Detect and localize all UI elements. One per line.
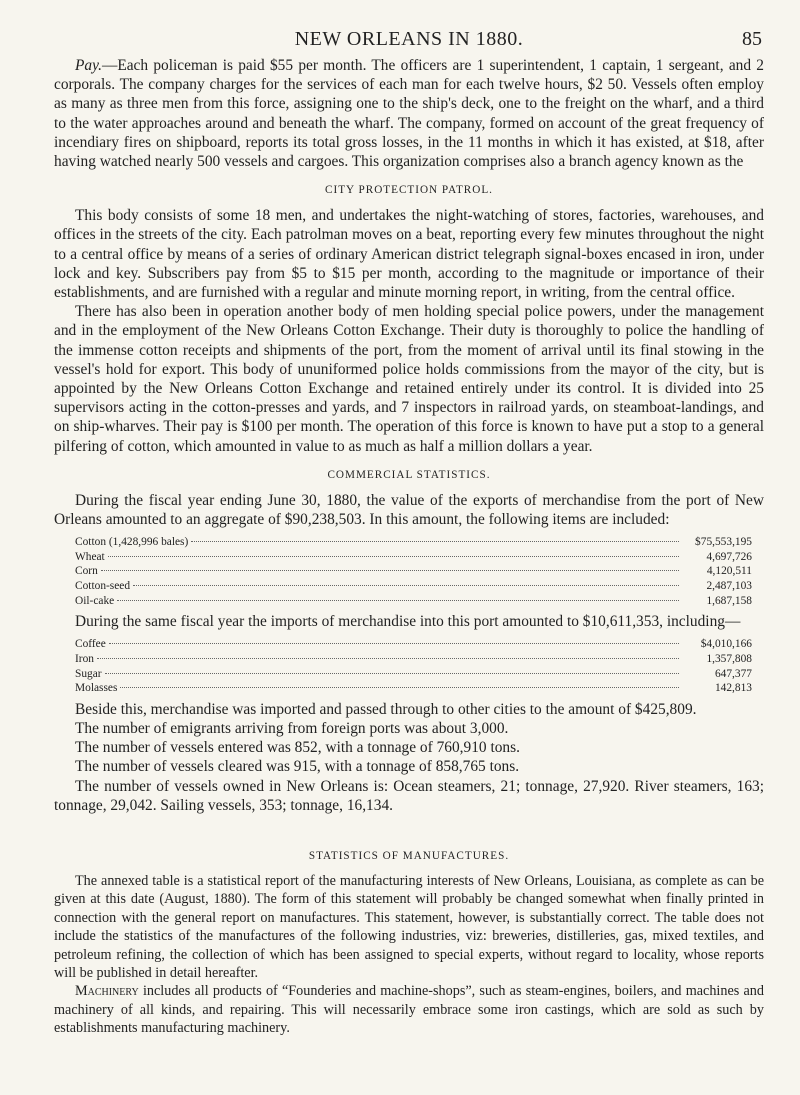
table-row: [75, 535, 752, 550]
city-patrol-paragraph-2: There has also been in operation another body of men holding special police powers, under the management and in the employment of the New Orleans Cotton Exchange. Their duty is thoroughly to police the handling of the immense cotton receipts and shipments of the port, from the moment of arrival until its final stowing in the vessel's hold for export. This body of ununiformed police holds commissions from the mayor of the city, but is appointed by the New Orleans Cotton Exchange and retained entirely under its control. It is divided into 25 supervisors acting in the cotton-presses and yards, and 7 inspectors in railroad yards, on steamboat-landings, and on ship-wharves. Their pay is $100 per month. The operation of this force is known to have put a stop to a general pilfering of cotton, which amounted in value to as much as half a million dollars a year.: [54, 303, 764, 455]
commercial-heading: COMMERCIAL STATISTICS.: [327, 468, 491, 481]
import-value: 142,813: [714, 682, 752, 695]
exports-table: [75, 535, 752, 608]
imports-intro: During the same fiscal year the imports of merchandise into this port amounted to $10,611,353, including—: [75, 613, 741, 631]
manufactures-paragraph-2: [54, 982, 764, 1037]
manufactures-paragraph-1: The annexed table is a statistical report of the manufacturing interests of New Orleans, Louisiana, as complete as can be given at this date (August, 1880). The form of this statement will probably be changed somewhat when finally printed in connection with the general report on manufactures. This statement, however, is substantially correct. The table does not include the statistics of the manufactures of the following industries, viz: breweries, distilleries, gas, mixed textiles, and petroleum refining, the collection of which has been assigned to special experts, without regard to locality, whose reports will be published in detail hereafter.: [54, 873, 764, 982]
vessels-entered-line: The number of vessels entered was 852, with a tonnage of 760,910 tons.: [75, 739, 520, 757]
machinery-text: includes all products of “Founderies and machine-shops”, such as steam-engines, boilers, and machines and machinery of all kinds, and repairing. This will necessarily embrace some iron castings, which are sold as such by establishments manufacturing machinery.: [54, 983, 764, 1037]
vessels-owned-line: The number of vessels owned in New Orleans is: Ocean steamers, 21; tonnage, 27,920. River steamers, 163; tonnage, 29,042. Sailing vessels, 353; tonnage, 16,134.: [54, 777, 764, 814]
imports-table: [75, 637, 752, 695]
export-item: Corn: [75, 565, 98, 578]
export-item: Cotton (1,428,996 bales): [75, 536, 189, 549]
page-number: 85: [742, 28, 762, 50]
table-row: [75, 681, 752, 696]
exports-intro: During the fiscal year ending June 30, 1880, the value of the exports of merchandise from the port of New Orleans amounted to an aggregate of $90,238,503. In this amount, the following items are included:: [54, 491, 764, 529]
import-item: Coffee: [75, 638, 106, 651]
export-value: 4,120,511: [706, 565, 752, 578]
table-row: [75, 637, 752, 652]
table-row: [75, 594, 752, 609]
export-item: Wheat: [75, 550, 105, 563]
pay-lead: Pay.: [75, 57, 102, 74]
emigrants-line: The number of emigrants arriving from foreign ports was about 3,000.: [75, 720, 509, 738]
export-value: $75,553,195: [695, 536, 752, 549]
import-value: 647,377: [714, 667, 752, 680]
page-header: [54, 0, 764, 56]
pay-paragraph: [54, 56, 764, 171]
table-row: [75, 564, 752, 579]
export-value: 2,487,103: [706, 580, 752, 593]
city-patrol-heading: CITY PROTECTION PATROL.: [325, 184, 493, 197]
table-row: [75, 652, 752, 667]
import-item: Iron: [75, 653, 94, 666]
table-row: [75, 550, 752, 565]
import-value: $4,010,166: [700, 638, 752, 651]
manufactures-heading: STATISTICS OF MANUFACTURES.: [308, 850, 510, 863]
export-item: Cotton-seed: [75, 580, 131, 593]
vessels-cleared-line: The number of vessels cleared was 915, with a tonnage of 858,765 tons.: [75, 758, 520, 776]
import-item: Molasses: [75, 682, 118, 695]
import-item: Sugar: [75, 667, 102, 680]
pay-text: —Each policeman is paid $55 per month. The officers are 1 superintendent, 1 captain, 1 sergeant, and 2 corporals. The company charges for the services of each man for each twelve hours, $2 50. Vessels often employ as many as three men from this force, assigning one to the ship's deck, one to the freight on the wharf, and a third to the water approaches around and beneath the wharf. The company, formed on account of the great frequency of incendiary fires on shipboard, reports its total gross losses, in the 11 months in which it has existed, at $18, after having watched nearly 500 vessels and cargoes. This organization comprises also a branch agency known as the: [54, 57, 764, 171]
import-value: 1,357,808: [706, 653, 752, 666]
export-value: 4,697,726: [706, 550, 752, 563]
export-value: 1,687,158: [706, 594, 752, 607]
merchandise-passed-through: Beside this, merchandise was imported and passed through to other cities to the amount of $425,809.: [75, 700, 697, 718]
running-head: NEW ORLEANS IN 1880.: [294, 28, 524, 50]
table-row: [75, 579, 752, 594]
city-patrol-paragraph-1: This body consists of some 18 men, and undertakes the night-watching of stores, factories, warehouses, and offices in the streets of the city. Each patrolman moves on a beat, reporting every few minutes throughout the night to a central office by means of a series of ordinary American district telegraph signal-boxes encased in iron, under lock and key. Subscribers pay from $5 to $15 per month, according to the magnitude or importance of their establishments, and are furnished with a regular and minute morning report, in writing, from the central office.: [54, 207, 764, 302]
table-row: [75, 667, 752, 682]
export-item: Oil-cake: [75, 594, 115, 607]
machinery-lead: Machinery: [75, 983, 139, 1000]
